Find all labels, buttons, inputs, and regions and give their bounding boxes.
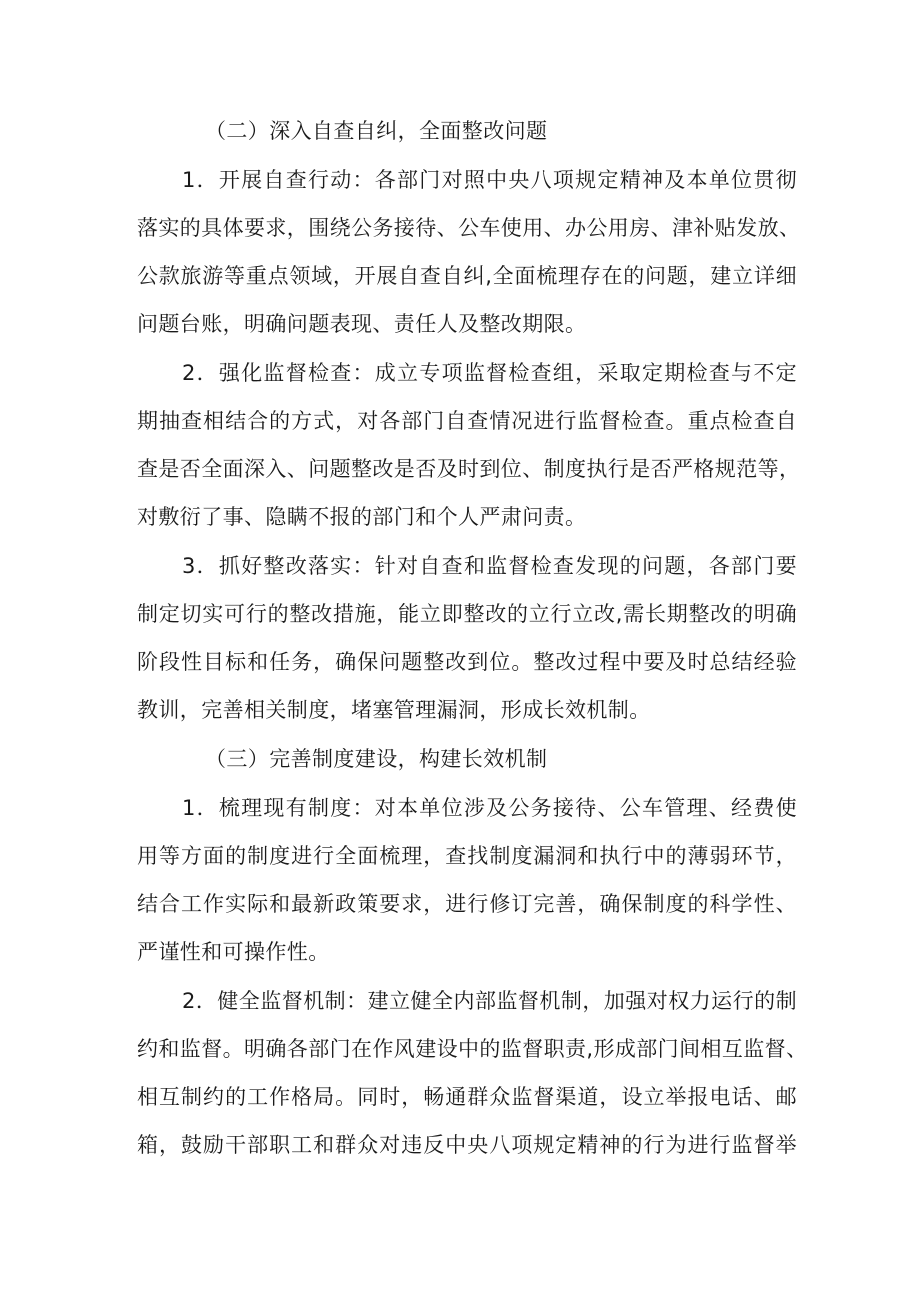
- paragraph-line: 1．梳理现有制度：对本单位涉及公务接待、公车管理、经费使: [182, 796, 797, 820]
- paragraph-line: 阶段性目标和任务，确保问题整改到位。整改过程中要及时总结经验: [137, 650, 797, 674]
- paragraph-line: 严谨性和可操作性。: [137, 940, 330, 964]
- paragraph-line: 2．强化监督检查：成立专项监督检查组，采取定期检查与不定: [182, 361, 797, 385]
- paragraph-line: 期抽查相结合的方式，对各部门自查情况进行监督检查。重点检查自: [137, 409, 797, 433]
- paragraph-line: 2．健全监督机制：建立健全内部监督机制，加强对权力运行的制: [182, 989, 797, 1013]
- paragraph-line: 公款旅游等重点领域，开展自查自纠,全面梳理存在的问题，建立详细: [137, 264, 797, 288]
- paragraph-line: 制定切实可行的整改措施，能立即整改的立行立改,需长期整改的明确: [137, 602, 797, 626]
- paragraph-line: 3．抓好整改落实：针对自查和监督检查发现的问题，各部门要: [182, 554, 797, 578]
- section-heading-2: （二）深入自查自纠，全面整改问题: [205, 119, 548, 143]
- paragraph-line: 用等方面的制度进行全面梳理，查找制度漏洞和执行中的薄弱环节，: [137, 844, 797, 868]
- paragraph-line: 教训，完善相关制度，堵塞管理漏洞，形成长效机制。: [137, 698, 651, 722]
- paragraph-line: 问题台账，明确问题表现、责任人及整改期限。: [137, 312, 587, 336]
- paragraph-line: 结合工作实际和最新政策要求，进行修订完善，确保制度的科学性、: [137, 892, 797, 916]
- paragraph-line: 落实的具体要求，围绕公务接待、公车使用、办公用房、津补贴发放、: [137, 216, 801, 240]
- section-heading-3: （三）完善制度建设，构建长效机制: [205, 747, 548, 771]
- paragraph-line: 查是否全面深入、问题整改是否及时到位、制度执行是否严格规范等，: [137, 457, 801, 481]
- paragraph-line: 相互制约的工作格局。同时，畅通群众监督渠道，设立举报电话、邮: [137, 1085, 797, 1109]
- paragraph-line: 1．开展自查行动：各部门对照中央八项规定精神及本单位贯彻: [182, 168, 797, 192]
- paragraph-line: 约和监督。明确各部门在作风建设中的监督职责,形成部门间相互监督、: [137, 1037, 808, 1061]
- paragraph-line: 对敷衍了事、隐瞒不报的部门和个人严肃问责。: [137, 505, 587, 529]
- paragraph-line: 箱，鼓励干部职工和群众对违反中央八项规定精神的行为进行监督举: [137, 1133, 797, 1157]
